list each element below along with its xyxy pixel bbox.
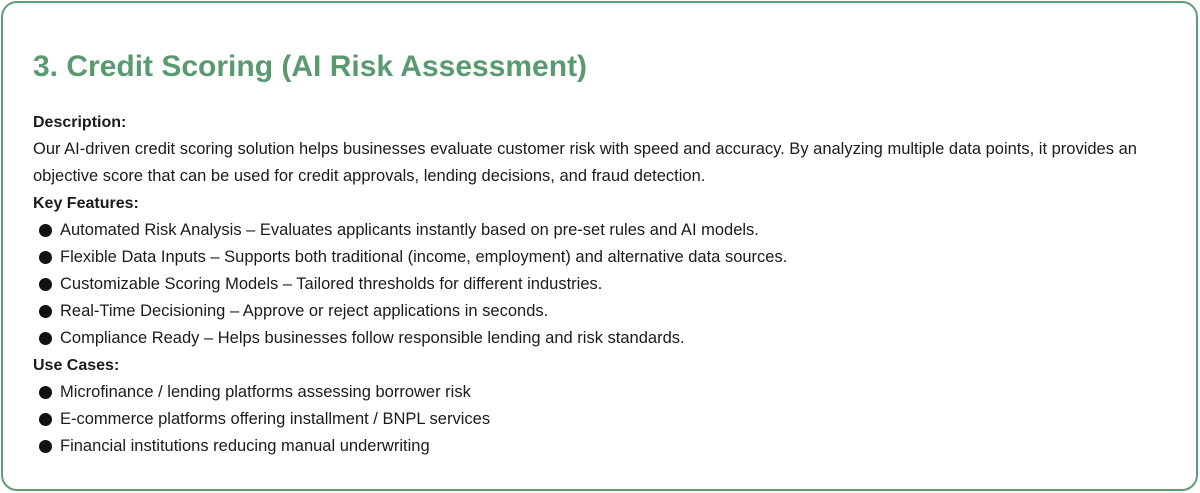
use-cases-list (33, 379, 1166, 460)
bullet-icon (39, 386, 52, 399)
bullet-icon (39, 251, 52, 264)
section-title: 3. Credit Scoring (AI Risk Assessment) (33, 50, 588, 83)
key-features-label: Key Features: (33, 195, 139, 212)
description-text: Our AI-driven credit scoring solution helps businesses evaluate customer risk with speed and accuracy. By analyzing multiple data points, it provides an objective score that can be used for credit approvals, lending decisions, and fraud detection. (33, 140, 1137, 185)
list-item (33, 298, 1166, 325)
list-item (33, 325, 1166, 352)
bullet-icon (39, 413, 52, 426)
use-case-text: Microfinance / lending platforms assessing borrower risk (60, 383, 471, 401)
bullet-icon (39, 278, 52, 291)
feature-text: Real-Time Decisioning – Approve or reject applications in seconds. (60, 302, 549, 320)
list-item (33, 433, 1166, 460)
feature-text: Compliance Ready – Helps businesses follow responsible lending and risk standards. (60, 329, 685, 347)
bullet-icon (39, 440, 52, 453)
bullet-icon (39, 332, 52, 345)
credit-scoring-card (1, 1, 1198, 491)
feature-text: Automated Risk Analysis – Evaluates applicants instantly based on pre-set rules and AI models. (60, 221, 759, 239)
list-item (33, 406, 1166, 433)
use-case-text: E-commerce platforms offering installment / BNPL services (60, 410, 491, 428)
description-label: Description: (33, 114, 127, 131)
use-case-text: Financial institutions reducing manual underwriting (60, 437, 430, 455)
list-item (33, 217, 1166, 244)
list-item (33, 271, 1166, 298)
list-item (33, 379, 1166, 406)
feature-text: Customizable Scoring Models – Tailored thresholds for different industries. (60, 275, 603, 293)
key-features-list (33, 217, 1166, 352)
bullet-icon (39, 305, 52, 318)
feature-text: Flexible Data Inputs – Supports both traditional (income, employment) and alternative data sources. (60, 248, 788, 266)
bullet-icon (39, 224, 52, 237)
use-cases-label: Use Cases: (33, 357, 120, 374)
list-item (33, 244, 1166, 271)
